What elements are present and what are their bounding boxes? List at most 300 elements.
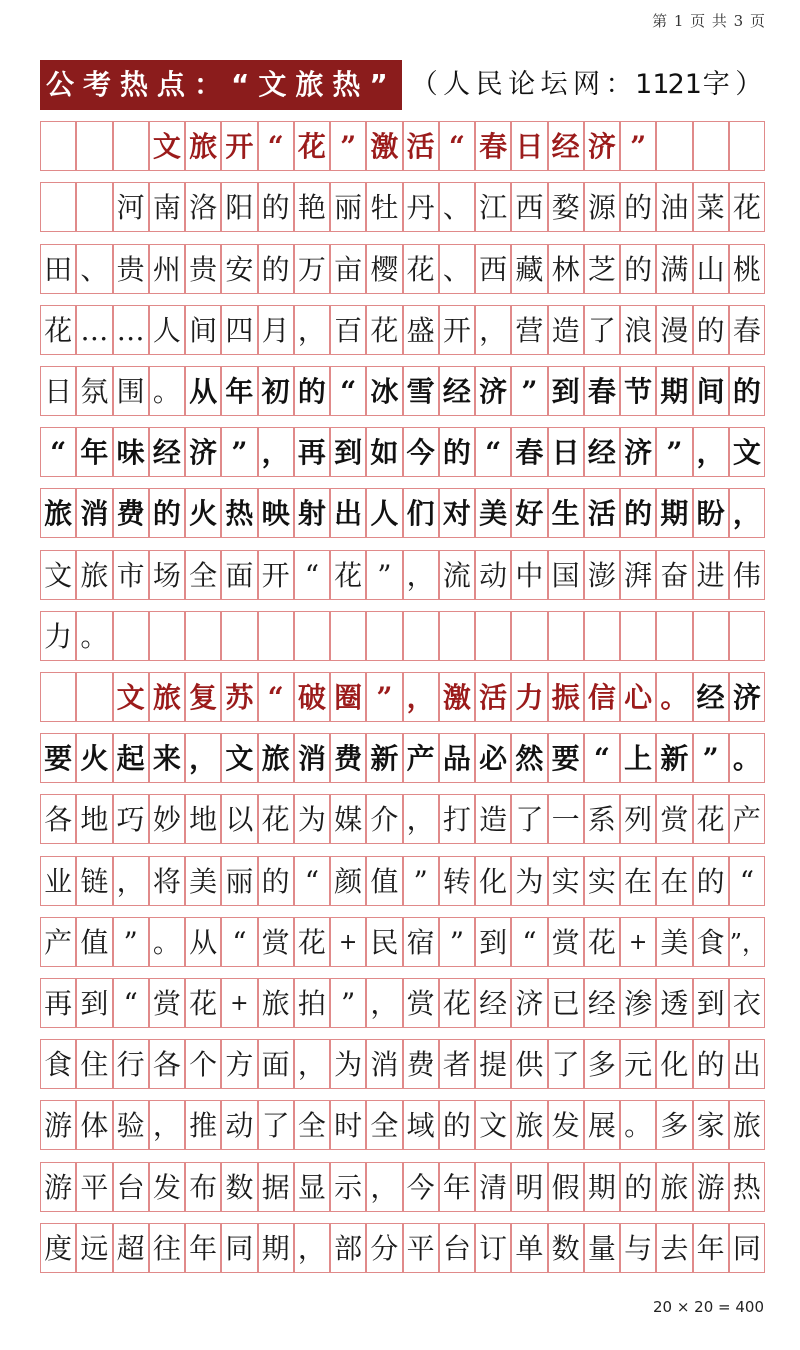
grid-cell: 映: [258, 488, 294, 538]
grid-cell: [439, 611, 475, 661]
grid-cell: [403, 611, 439, 661]
grid-cell: 游: [693, 1162, 729, 1212]
grid-cell: 州: [149, 244, 185, 294]
grid-cell: 樱: [366, 244, 402, 294]
grid-cell: 。: [729, 733, 765, 783]
grid-cell: 值: [76, 917, 112, 967]
grid-cell: 全: [294, 1100, 330, 1150]
grid-cell: 力: [511, 672, 547, 722]
grid-cell: 热: [729, 1162, 765, 1212]
grid-cell: 江: [475, 182, 511, 232]
grid-cell: 打: [439, 794, 475, 844]
grid-cell: 数: [221, 1162, 257, 1212]
grid-cell: 家: [693, 1100, 729, 1150]
grid-cell: 造: [475, 794, 511, 844]
grid-cell: 台: [113, 1162, 149, 1212]
title-source-char: （: [410, 69, 438, 100]
grid-cell: 面: [221, 550, 257, 600]
grid-cell: 在: [620, 856, 656, 906]
grid-cell: 西: [511, 182, 547, 232]
grid-cell: 美: [185, 856, 221, 906]
grid-cell: …: [113, 305, 149, 355]
grid-cell: ，: [475, 305, 511, 355]
grid-cell: 田: [40, 244, 76, 294]
grid-cell: [113, 121, 149, 171]
grid-cell: 发: [548, 1100, 584, 1150]
grid-cell: 食: [693, 917, 729, 967]
grid-cell: 发: [149, 1162, 185, 1212]
grid-cell: 万: [294, 244, 330, 294]
grid-cell: 桃: [729, 244, 765, 294]
grid-cell: 间: [185, 305, 221, 355]
grid-cell: 透: [656, 978, 692, 1028]
grid-cell: 文: [40, 550, 76, 600]
grid-cell: “: [258, 121, 294, 171]
grid-cell: 实: [584, 856, 620, 906]
grid-cell: +: [330, 917, 366, 967]
grid-cell: 为: [330, 1039, 366, 1089]
grid-cell: 经: [584, 978, 620, 1028]
grid-cell: 热: [221, 488, 257, 538]
grid-cell: [40, 672, 76, 722]
grid-cell: 赏: [258, 917, 294, 967]
grid-cell: 藏: [511, 244, 547, 294]
grid-cell: 火: [185, 488, 221, 538]
grid-cell: 氛: [76, 366, 112, 416]
grid-cell: 破: [294, 672, 330, 722]
grid-cell: 化: [475, 856, 511, 906]
grid-cell: 盛: [403, 305, 439, 355]
grid-cell: 动: [221, 1100, 257, 1150]
title-source-char: 民: [475, 69, 503, 100]
grid-cell: ”: [366, 672, 402, 722]
grid-row: [40, 978, 765, 1028]
grid-cell: “: [221, 917, 257, 967]
grid-cell: 文: [149, 121, 185, 171]
grid-row: [40, 244, 765, 294]
grid-cell: ，: [294, 1039, 330, 1089]
grid-cell: 济: [185, 427, 221, 477]
grid-cell: 起: [113, 733, 149, 783]
grid-cell: 味: [113, 427, 149, 477]
grid-cell: 新: [656, 733, 692, 783]
grid-cell: 从: [185, 366, 221, 416]
grid-cell: [729, 611, 765, 661]
grid-cell: 示: [330, 1162, 366, 1212]
grid-cell: 部: [330, 1223, 366, 1273]
grid-cell: 日: [511, 121, 547, 171]
grid-cell: 分: [366, 1223, 402, 1273]
grid-cell: 多: [584, 1039, 620, 1089]
grid-cell: 往: [149, 1223, 185, 1273]
grid-row: [40, 366, 765, 416]
grid-cell: 间: [693, 366, 729, 416]
grid-cell: 期: [656, 366, 692, 416]
grid-cell: [330, 611, 366, 661]
grid-cell: “: [113, 978, 149, 1028]
grid-cell: 赏: [548, 917, 584, 967]
page-indicator: 第 1 页 共 3 页: [652, 12, 766, 30]
grid-cell: 布: [185, 1162, 221, 1212]
title-source-char: 人: [443, 69, 471, 100]
grid-cell: 度: [40, 1223, 76, 1273]
grid-cell: 美: [656, 917, 692, 967]
grid-cell: 营: [511, 305, 547, 355]
grid-cell: “: [584, 733, 620, 783]
grid-cell: 澎: [584, 550, 620, 600]
grid-cell: [620, 611, 656, 661]
grid-cell: 平: [76, 1162, 112, 1212]
grid-cell: 消: [366, 1039, 402, 1089]
grid-cell: ，: [403, 550, 439, 600]
grid-cell: 月: [258, 305, 294, 355]
grid-cell: 丹: [403, 182, 439, 232]
grid-cell: 美: [475, 488, 511, 538]
grid-cell: 文: [475, 1100, 511, 1150]
grid-cell: 平: [403, 1223, 439, 1273]
grid-cell: 旅: [149, 672, 185, 722]
grid-cell: 全: [366, 1100, 402, 1150]
grid-cell: 伟: [729, 550, 765, 600]
grid-cell: 力: [40, 611, 76, 661]
grid-cell: 。: [149, 917, 185, 967]
grid-cell: 今: [403, 427, 439, 477]
grid-cell: 清: [475, 1162, 511, 1212]
grid-cell: 芝: [584, 244, 620, 294]
composition-grid: [40, 60, 765, 1284]
grid-cell: 颜: [330, 856, 366, 906]
grid-cell: 旅: [258, 733, 294, 783]
grid-cell: 花: [729, 182, 765, 232]
grid-cell: 产: [40, 917, 76, 967]
grid-cell: 。: [656, 672, 692, 722]
grid-cell: 旅: [258, 978, 294, 1028]
grid-cell: 花: [258, 794, 294, 844]
grid-cell: 如: [366, 427, 402, 477]
grid-cell: 国: [548, 550, 584, 600]
grid-cell: 雪: [403, 366, 439, 416]
grid-row: [40, 856, 765, 906]
grid-cell: 的: [258, 244, 294, 294]
grid-cell: 年: [693, 1223, 729, 1273]
grid-cell: 河: [113, 182, 149, 232]
grid-cell: 经: [149, 427, 185, 477]
grid-cell: 花: [403, 244, 439, 294]
grid-cell: 供: [511, 1039, 547, 1089]
grid-cell: ，: [693, 427, 729, 477]
grid-cell: 文: [113, 672, 149, 722]
grid-cell: 的: [620, 244, 656, 294]
grid-cell: [366, 611, 402, 661]
grid-cell: 心: [620, 672, 656, 722]
grid-cell: 造: [548, 305, 584, 355]
grid-cell: 显: [294, 1162, 330, 1212]
grid-cell: 了: [511, 794, 547, 844]
grid-cell: 列: [620, 794, 656, 844]
grid-cell: 产: [403, 733, 439, 783]
grid-cell: 的: [620, 182, 656, 232]
grid-cell: 济: [729, 672, 765, 722]
grid-cell: [76, 672, 112, 722]
title-band: [40, 60, 402, 110]
grid-cell: 。: [620, 1100, 656, 1150]
grid-cell: 超: [113, 1223, 149, 1273]
grid-cell: 化: [656, 1039, 692, 1089]
grid-cell: 妙: [149, 794, 185, 844]
grid-cell: ，: [294, 305, 330, 355]
grid-cell: 人: [366, 488, 402, 538]
grid-cell: 百: [330, 305, 366, 355]
grid-cell: ”: [366, 550, 402, 600]
grid-cell: ，: [149, 1100, 185, 1150]
grid-cell: 源: [584, 182, 620, 232]
grid-cell: 系: [584, 794, 620, 844]
grid-cell: 花: [294, 917, 330, 967]
grid-cell: 开: [439, 305, 475, 355]
grid-cell: [185, 611, 221, 661]
title-source-char: ）: [735, 69, 763, 100]
grid-cell: “: [511, 917, 547, 967]
grid-cell: 文: [729, 427, 765, 477]
grid-cell: ，: [366, 978, 402, 1028]
grid-cell: ”: [693, 733, 729, 783]
grid-cell: 实: [548, 856, 584, 906]
grid-cell: 的: [149, 488, 185, 538]
grid-cell: 旅: [656, 1162, 692, 1212]
grid-cell: 济: [584, 121, 620, 171]
grid-cell: 以: [221, 794, 257, 844]
grid-cell: ，: [185, 733, 221, 783]
grid-cell: 在: [656, 856, 692, 906]
grid-cell: 好: [511, 488, 547, 538]
grid-cell: 围: [113, 366, 149, 416]
grid-cell: 旅: [729, 1100, 765, 1150]
grid-cell: 对: [439, 488, 475, 538]
grid-cell: 来: [149, 733, 185, 783]
grid-cell: 满: [656, 244, 692, 294]
grid-cell: [221, 611, 257, 661]
grid-cell: 年: [76, 427, 112, 477]
grid-cell: [40, 121, 76, 171]
grid-cell: 生: [548, 488, 584, 538]
grid-row: [40, 917, 765, 967]
grid-cell: 年: [439, 1162, 475, 1212]
grid-cell: 安: [221, 244, 257, 294]
grid-cell: 产: [729, 794, 765, 844]
grid-cell: 提: [475, 1039, 511, 1089]
grid-cell: [76, 121, 112, 171]
grid-cell: 费: [403, 1039, 439, 1089]
grid-cell: ，: [294, 1223, 330, 1273]
grid-row: [40, 1223, 765, 1273]
grid-cell: 费: [330, 733, 366, 783]
grid-cell: 经: [584, 427, 620, 477]
grid-cell: 日: [548, 427, 584, 477]
grid-cell: 菜: [693, 182, 729, 232]
grid-cell: [656, 121, 692, 171]
grid-cell: 消: [294, 733, 330, 783]
grid-cell: 同: [221, 1223, 257, 1273]
title-source: [408, 60, 765, 110]
grid-cell: 介: [366, 794, 402, 844]
grid-cell: 经: [693, 672, 729, 722]
grid-cell: 到: [475, 917, 511, 967]
grid-row: [40, 672, 765, 722]
grid-cell: 数: [548, 1223, 584, 1273]
grid-cell: 婺: [548, 182, 584, 232]
grid-cell: 活: [584, 488, 620, 538]
grid-cell: 洛: [185, 182, 221, 232]
grid-cell: 四: [221, 305, 257, 355]
grid-cell: 花: [294, 121, 330, 171]
grid-cell: 者: [439, 1039, 475, 1089]
grid-cell: “: [258, 672, 294, 722]
grid-cell: 活: [475, 672, 511, 722]
grid-cell: 进: [693, 550, 729, 600]
grid-row: [40, 488, 765, 538]
grid-cell: 旅: [76, 550, 112, 600]
grid-cell: 济: [511, 978, 547, 1028]
grid-cell: 到: [548, 366, 584, 416]
grid-cell: 为: [294, 794, 330, 844]
grid-cell: ，: [403, 672, 439, 722]
grid-cell: 的: [439, 427, 475, 477]
grid-cell: 节: [620, 366, 656, 416]
grid-size-label: 20 × 20 = 400: [652, 1298, 764, 1316]
title-source-char: 网: [572, 69, 600, 100]
title-source-char: 坛: [540, 69, 568, 100]
grid-cell: 一: [548, 794, 584, 844]
grid-row: [40, 1039, 765, 1089]
grid-cell: 新: [366, 733, 402, 783]
grid-cell: 花: [693, 794, 729, 844]
grid-cell: 展: [584, 1100, 620, 1150]
grid-cell: 经: [439, 366, 475, 416]
grid-cell: 费: [113, 488, 149, 538]
grid-cell: [113, 611, 149, 661]
grid-cell: 、: [439, 182, 475, 232]
grid-cell: 丽: [330, 182, 366, 232]
grid-cell: 期: [258, 1223, 294, 1273]
grid-cell: [258, 611, 294, 661]
grid-cell: “: [330, 366, 366, 416]
grid-cell: 。: [149, 366, 185, 416]
grid-cell: [475, 611, 511, 661]
grid-cell: [656, 611, 692, 661]
grid-cell: 的: [258, 856, 294, 906]
grid-cell: ”: [511, 366, 547, 416]
grid-cell: 动: [475, 550, 511, 600]
grid-cell: 远: [76, 1223, 112, 1273]
grid-cell: 单: [511, 1223, 547, 1273]
grid-cell: ”: [656, 427, 692, 477]
grid-cell: 量: [584, 1223, 620, 1273]
grid-cell: 链: [76, 856, 112, 906]
grid-cell: 圈: [330, 672, 366, 722]
grid-cell: 激: [366, 121, 402, 171]
grid-cell: ”: [221, 427, 257, 477]
grid-cell: 春: [511, 427, 547, 477]
grid-cell: 的: [693, 305, 729, 355]
grid-cell: ，: [366, 1162, 402, 1212]
grid-cell: 然: [511, 733, 547, 783]
grid-cell: 阳: [221, 182, 257, 232]
grid-cell: 时: [330, 1100, 366, 1150]
grid-cell: “: [294, 550, 330, 600]
essay-title: 公考热点：“文旅热”: [46, 68, 397, 101]
grid-cell: 行: [113, 1039, 149, 1089]
grid-cell: 的: [620, 1162, 656, 1212]
grid-cell: 丽: [221, 856, 257, 906]
grid-cell: 同: [729, 1223, 765, 1273]
grid-cell: 贵: [185, 244, 221, 294]
grid-cell: 奋: [656, 550, 692, 600]
grid-cell: 了: [584, 305, 620, 355]
grid-cell: 方: [221, 1039, 257, 1089]
grid-cell: 宿: [403, 917, 439, 967]
title-source-char: 字: [702, 69, 730, 100]
grid-cell: 漫: [656, 305, 692, 355]
grid-cell: 体: [76, 1100, 112, 1150]
grid-cell: 流: [439, 550, 475, 600]
grid-cell: 春: [475, 121, 511, 171]
grid-row: [40, 1162, 765, 1212]
grid-cell: 出: [729, 1039, 765, 1089]
grid-cell: 开: [221, 121, 257, 171]
grid-cell: 订: [475, 1223, 511, 1273]
grid-cell: 开: [258, 550, 294, 600]
grid-cell: 西: [475, 244, 511, 294]
grid-cell: 的: [439, 1100, 475, 1150]
grid-cell: 再: [40, 978, 76, 1028]
grid-cell: 市: [113, 550, 149, 600]
grid-cell: 民: [366, 917, 402, 967]
grid-cell: 的: [294, 366, 330, 416]
grid-cell: 全: [185, 550, 221, 600]
grid-cell: 亩: [330, 244, 366, 294]
grid-cell: ”: [330, 978, 366, 1028]
grid-cell: ”: [620, 121, 656, 171]
grid-cell: 盼: [693, 488, 729, 538]
grid-cell: ”: [330, 121, 366, 171]
grid-cell: 济: [620, 427, 656, 477]
grid-cell: 期: [584, 1162, 620, 1212]
grid-row: [40, 733, 765, 783]
grid-cell: 、: [76, 244, 112, 294]
grid-cell: 的: [258, 182, 294, 232]
grid-cell: 浪: [620, 305, 656, 355]
grid-cell: ”: [403, 856, 439, 906]
title-source-char: 11: [635, 69, 670, 100]
grid-cell: …: [76, 305, 112, 355]
grid-cell: 花: [584, 917, 620, 967]
grid-cell: ，: [113, 856, 149, 906]
grid-cell: 到: [693, 978, 729, 1028]
grid-cell: 验: [113, 1100, 149, 1150]
grid-cell: [548, 611, 584, 661]
grid-cell: 花: [366, 305, 402, 355]
grid-cell: 。: [76, 611, 112, 661]
grid-cell: 林: [548, 244, 584, 294]
grid-cell: 媒: [330, 794, 366, 844]
grid-cell: 振: [548, 672, 584, 722]
grid-cell: “: [729, 856, 765, 906]
grid-cell: 赏: [403, 978, 439, 1028]
grid-cell: 个: [185, 1039, 221, 1089]
grid-cell: 人: [149, 305, 185, 355]
grid-cell: 济: [475, 366, 511, 416]
grid-cell: 各: [149, 1039, 185, 1089]
